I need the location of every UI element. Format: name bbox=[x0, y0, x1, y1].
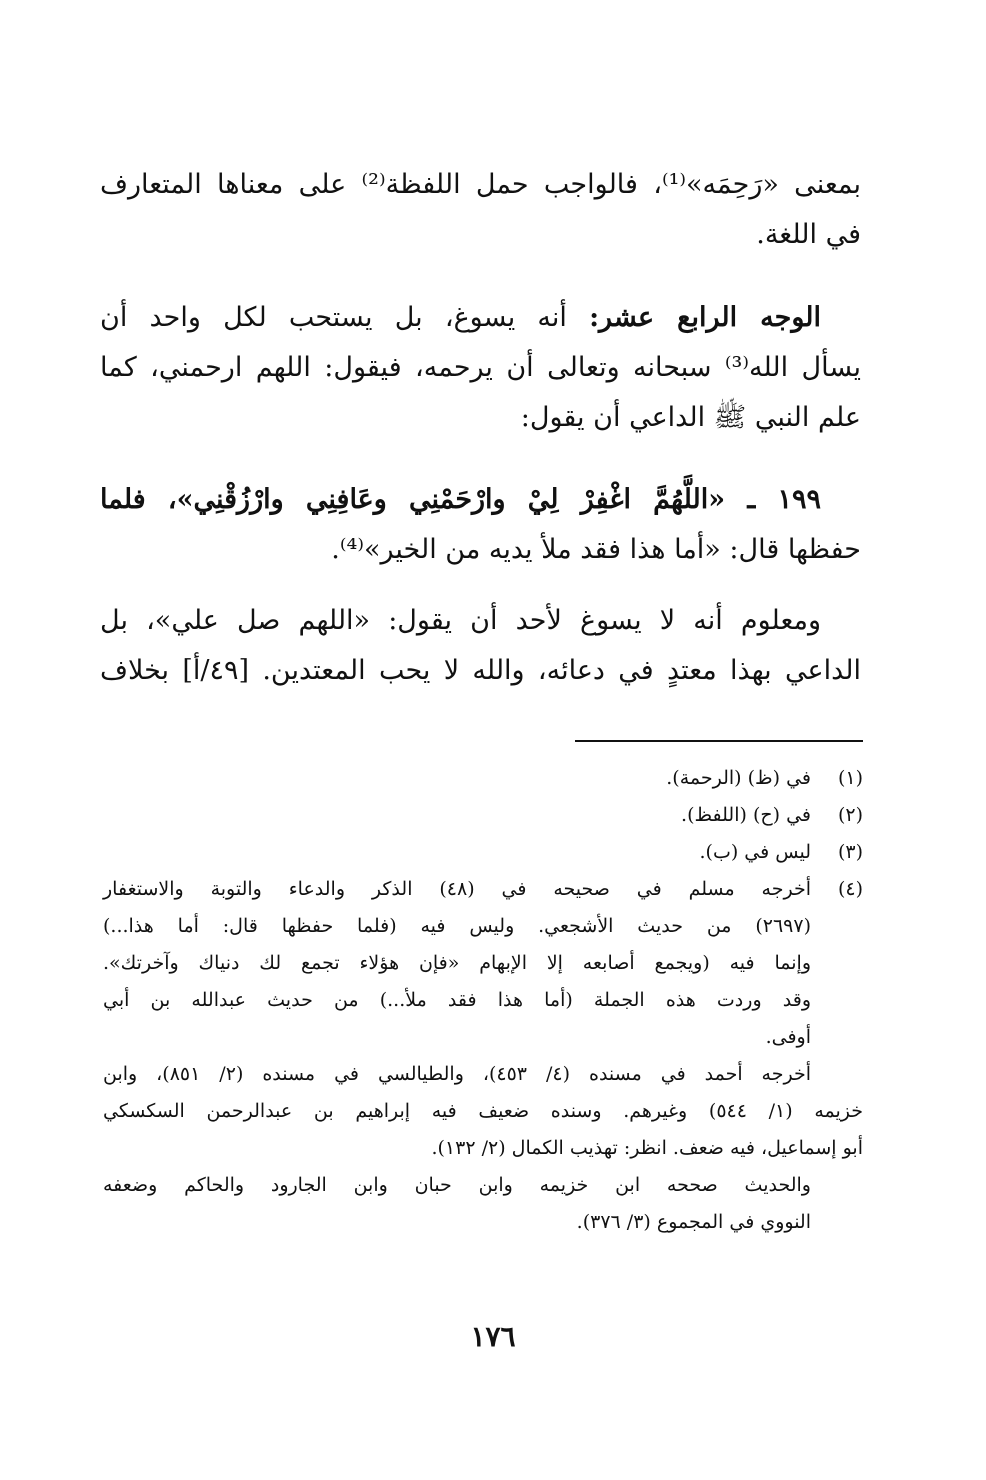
text-line bbox=[100, 475, 861, 525]
footnote-line: خزيمه (١/ ٥٤٤) وغيرهم. وسنده ضعيف فيه إبراهيم بن عبدالرحمن السكسكي bbox=[103, 1100, 864, 1122]
hadith-number: ١٩٩ ـ bbox=[747, 484, 821, 515]
footnote-3 bbox=[103, 834, 863, 871]
paragraph-2 bbox=[100, 293, 861, 443]
footnote-1 bbox=[103, 760, 863, 797]
footnote-line: أوفى. bbox=[765, 1026, 811, 1048]
hadith-text: «اللَّهُمَّ اغْفِرْ لِيْ وارْحَمْنِي وعَافِنِي وارْزُقْنِي»، فلما bbox=[100, 484, 748, 515]
text-line: بمعنى «رَحِمَه»⁽¹⁾، فالواجب حمل اللفظة⁽²⁾ على معناها المتعارف bbox=[100, 169, 861, 200]
footnote-line: وإنما فيه (ويجمع أصابعه إلا الإبهام «فإن هؤلاء تجمع لك دنياك وآخرتك». bbox=[103, 952, 811, 974]
footnote-2 bbox=[103, 797, 863, 834]
footnote-line: أخرجه مسلم في صحيحه في (٤٨) الذكر والدعاء والتوبة والاستغفار bbox=[103, 878, 811, 900]
text-line: علم النبي ﷺ الداعي أن يقول: bbox=[520, 402, 861, 433]
footnote-4 bbox=[103, 871, 863, 1056]
footnote-number: (١) bbox=[837, 767, 863, 789]
footnote-line: (٢٦٩٧) من حديث الأشجعي. وليس فيه (فلما حفظها قال: أما هذا...) bbox=[103, 915, 811, 937]
section-heading: الوجه الرابع عشر: bbox=[589, 302, 821, 333]
footnote-line: وقد وردت هذه الجملة (أما هذا فقد ملأ...) من حديث عبدالله بن أبي bbox=[103, 989, 811, 1011]
footnote-line: أبو إسماعيل، فيه ضعف. انظر: تهذيب الكمال (٢/ ١٣٢). bbox=[431, 1137, 863, 1159]
text-line: يسأل الله⁽³⁾ سبحانه وتعالى أن يرحمه، فيقول: اللهم ارحمني، كما bbox=[100, 352, 861, 383]
footnote-number: (٣) bbox=[837, 841, 863, 863]
footnote-number: (٢) bbox=[837, 804, 863, 826]
footnote-line: في (ظ) (الرحمة). bbox=[666, 767, 811, 789]
text-line: ومعلوم أنه لا يسوغ لأحد أن يقول: «اللهم صل علي»، بل bbox=[100, 605, 821, 636]
paragraph-3 bbox=[100, 475, 861, 575]
paragraph-4 bbox=[100, 596, 861, 696]
footnote-divider bbox=[575, 740, 863, 742]
footnote-line: في (ح) (اللفظ). bbox=[681, 804, 811, 826]
footnote-number: (٤) bbox=[837, 878, 863, 900]
text-line: حفظها قال: «أما هذا فقد ملأ يديه من الخير»⁽⁴⁾. bbox=[331, 534, 861, 565]
text-line: الداعي بهذا معتدٍ في دعائه، والله لا يحب المعتدين. [٤٩/أ] بخلاف bbox=[100, 655, 862, 686]
page-number: ١٧٦ bbox=[470, 1320, 516, 1353]
paragraph-1 bbox=[100, 160, 861, 260]
footnote-continuation-2 bbox=[103, 1167, 863, 1241]
footnotes bbox=[103, 760, 863, 1241]
footnote-line: أخرجه أحمد في مسنده (٤/ ٤٥٣)، والطيالسي في مسنده (٢/ ٨٥١)، وابن bbox=[103, 1063, 812, 1085]
footnote-line: النووي في المجموع (٣/ ٣٧٦). bbox=[576, 1211, 811, 1233]
text-fragment: أنه يسوغ، بل يستحب لكل واحد أن bbox=[100, 302, 590, 333]
footnote-line: والحديث صححه ابن خزيمه وابن حبان وابن الجارود والحاكم وضعفه bbox=[103, 1174, 811, 1196]
footnote-line: ليس في (ب). bbox=[699, 841, 811, 863]
text-line bbox=[100, 293, 861, 343]
text-line: في اللغة. bbox=[756, 219, 861, 250]
footnote-continuation-1 bbox=[103, 1056, 863, 1167]
